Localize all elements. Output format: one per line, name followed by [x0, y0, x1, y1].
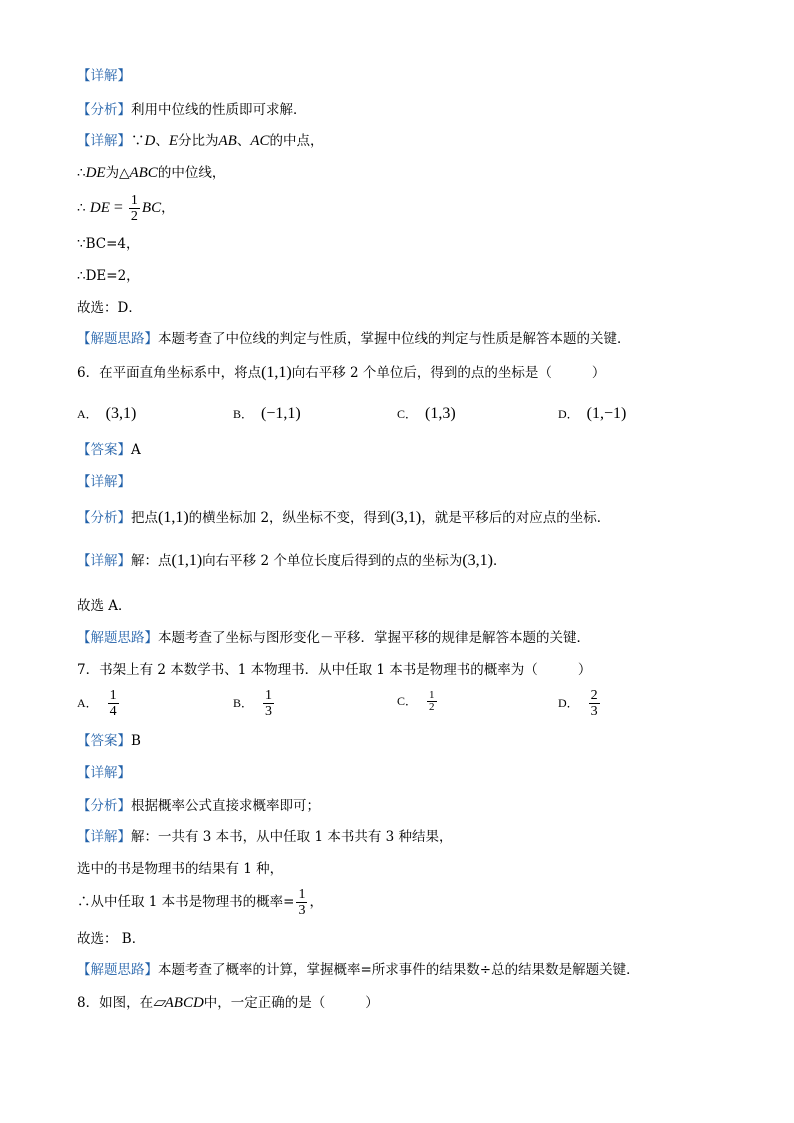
- separator: 、: [155, 133, 169, 149]
- parallelogram: ▱ABCD: [153, 995, 204, 1011]
- stem-text: 7．书架上有 2 本数学书、1 本物理书．从中任取 1 本书是物理书的概率为（: [77, 662, 538, 678]
- denominator: 3: [590, 704, 598, 719]
- analysis-text: 利用中位线的性质即可求解．: [131, 102, 307, 118]
- option-label: A．: [77, 696, 98, 710]
- text: 解：点: [131, 553, 172, 569]
- stem-text: ）: [577, 662, 592, 678]
- option-c: [397, 404, 456, 424]
- analysis-line: [77, 796, 320, 816]
- detail-text: 解：一共有 3 本书，从中任取 1 本书共有 3 种结果，: [131, 829, 453, 845]
- option-b: [233, 688, 276, 719]
- text: 把点: [131, 510, 158, 526]
- question-6-stem: [77, 363, 605, 383]
- detail-line: [77, 551, 506, 571]
- detail-line: [77, 131, 324, 151]
- var-ac: AC: [250, 133, 270, 149]
- option-a: [77, 688, 121, 719]
- option-label: A．: [77, 407, 98, 421]
- denominator: 3: [298, 903, 306, 918]
- idea-tag: 【解题思路】: [77, 331, 158, 347]
- text: 的中位线，: [157, 165, 226, 181]
- denominator: 4: [109, 704, 117, 719]
- fraction: [296, 887, 307, 918]
- result-line: 选中的书是物理书的结果有 1 种，: [77, 861, 284, 877]
- text: ，就是平移后的对应点的坐标．: [421, 510, 611, 526]
- var-de: DE: [89, 200, 110, 216]
- option-label: D．: [558, 696, 579, 710]
- bc-line: ∵BC=4，: [77, 236, 140, 252]
- idea-line: [77, 628, 590, 648]
- fraction: [129, 193, 140, 224]
- detail-tag: 【详解】: [77, 133, 131, 149]
- stem-text: 向右平移 2 个单位后，得到的点的坐标是（: [291, 365, 552, 381]
- option-value: (3,1): [105, 405, 137, 422]
- detail-tag: 【详解】: [77, 553, 131, 569]
- var-bc: BC: [141, 200, 162, 216]
- therefore-symbol: ∴: [77, 165, 86, 181]
- analysis-tag: 【分析】: [77, 102, 131, 118]
- analysis-line: [77, 100, 307, 120]
- answer-line: [77, 440, 141, 460]
- text: ∴从中任取 1 本书是物理书的概率=: [77, 894, 295, 910]
- option-value: (1,3): [425, 405, 456, 422]
- question-7-stem: [77, 660, 591, 680]
- var-d: D: [144, 133, 156, 149]
- detail-heading: 【详解】: [77, 474, 131, 490]
- detail-text: 分比为: [178, 133, 219, 149]
- probability-line: [77, 886, 323, 918]
- text: ，: [161, 200, 175, 216]
- detail-heading: 【详解】: [77, 68, 131, 84]
- option-fraction: [589, 688, 600, 719]
- option-label: B．: [233, 407, 254, 421]
- analysis-tag: 【分析】: [77, 510, 131, 526]
- answer-value: A: [131, 442, 141, 458]
- numerator: 1: [109, 688, 117, 703]
- detail-tag: 【详解】: [77, 829, 131, 845]
- idea-text: 本题考查了坐标与图形变化－平移．掌握平移的规律是解答本题的关键．: [158, 630, 590, 646]
- answer-tag: 【答案】: [77, 442, 131, 458]
- text: ．: [492, 553, 507, 569]
- choice-line: 故选 A．: [77, 598, 132, 614]
- text: 的横坐标加 2，纵坐标不变，得到: [188, 510, 391, 526]
- option-fraction: [263, 688, 274, 719]
- idea-tag: 【解题思路】: [77, 630, 158, 646]
- var-de: DE: [85, 165, 106, 181]
- question-8-stem: [77, 993, 379, 1013]
- detail-text: 的中点，: [269, 133, 324, 149]
- stem-text: ）: [591, 365, 606, 381]
- var-e: E: [168, 133, 179, 149]
- choice-line: 故选： B．: [77, 931, 146, 947]
- text: ，: [309, 894, 323, 910]
- text: 为△: [105, 165, 130, 181]
- idea-line: [77, 960, 640, 980]
- option-label: B．: [233, 696, 254, 710]
- analysis-text: 根据概率公式直接求概率即可；: [131, 798, 320, 814]
- point: (1,1): [158, 509, 189, 526]
- therefore-symbol: ∴: [77, 200, 90, 216]
- numerator: 2: [590, 688, 598, 703]
- option-b: [233, 404, 301, 424]
- analysis-line: [77, 508, 610, 528]
- point: (1,1): [261, 364, 292, 381]
- var-abc: ABC: [129, 165, 158, 181]
- option-a: [77, 404, 136, 424]
- stem-text: ）: [365, 995, 379, 1011]
- detail-heading: 【详解】: [77, 765, 131, 781]
- option-value: (−1,1): [261, 405, 301, 422]
- option-label: C．: [397, 407, 418, 421]
- option-label: D．: [558, 407, 579, 421]
- var-ab: AB: [218, 133, 237, 149]
- denominator: 3: [265, 704, 273, 719]
- de-line: ∴DE=2，: [77, 268, 140, 284]
- option-fraction: [427, 690, 437, 713]
- midline-line: [77, 163, 225, 183]
- stem-text: 6．在平面直角坐标系中，将点: [77, 365, 262, 381]
- answer-line: [77, 731, 141, 751]
- option-d: [558, 688, 602, 719]
- answer-tag: 【答案】: [77, 733, 131, 749]
- equals: =: [109, 199, 127, 216]
- option-value: (1,−1): [586, 405, 627, 422]
- because-symbol: ∵: [131, 133, 145, 149]
- separator: 、: [236, 133, 251, 149]
- detail-line: [77, 827, 453, 847]
- choice-line: 故选：D．: [77, 300, 142, 316]
- numerator: 1: [429, 689, 435, 701]
- numerator: 1: [298, 887, 306, 902]
- answer-value: B: [131, 733, 141, 749]
- numerator: 1: [130, 193, 138, 208]
- option-d: [558, 404, 626, 424]
- numerator: 1: [265, 688, 273, 703]
- formula-line: [77, 192, 175, 224]
- point: (1,1): [171, 552, 203, 569]
- option-label: C．: [397, 694, 418, 708]
- denominator: 2: [429, 701, 435, 713]
- denominator: 2: [130, 209, 138, 224]
- text: 向右平移 2 个单位长度后得到的点的坐标为: [202, 553, 463, 569]
- option-c: [397, 690, 439, 713]
- stem-text: 中，一定正确的是（: [203, 995, 326, 1011]
- point: (3,1): [390, 509, 422, 526]
- idea-line: [77, 329, 631, 349]
- point: (3,1): [462, 552, 493, 569]
- idea-text: 本题考查了中位线的判定与性质，掌握中位线的判定与性质是解答本题的关键．: [158, 331, 631, 347]
- stem-text: 8．如图，在: [77, 995, 154, 1011]
- analysis-tag: 【分析】: [77, 798, 131, 814]
- idea-text: 本题考查了概率的计算，掌握概率=所求事件的结果数÷总的结果数是解题关键．: [158, 962, 640, 978]
- idea-tag: 【解题思路】: [77, 962, 158, 978]
- option-fraction: [108, 688, 119, 719]
